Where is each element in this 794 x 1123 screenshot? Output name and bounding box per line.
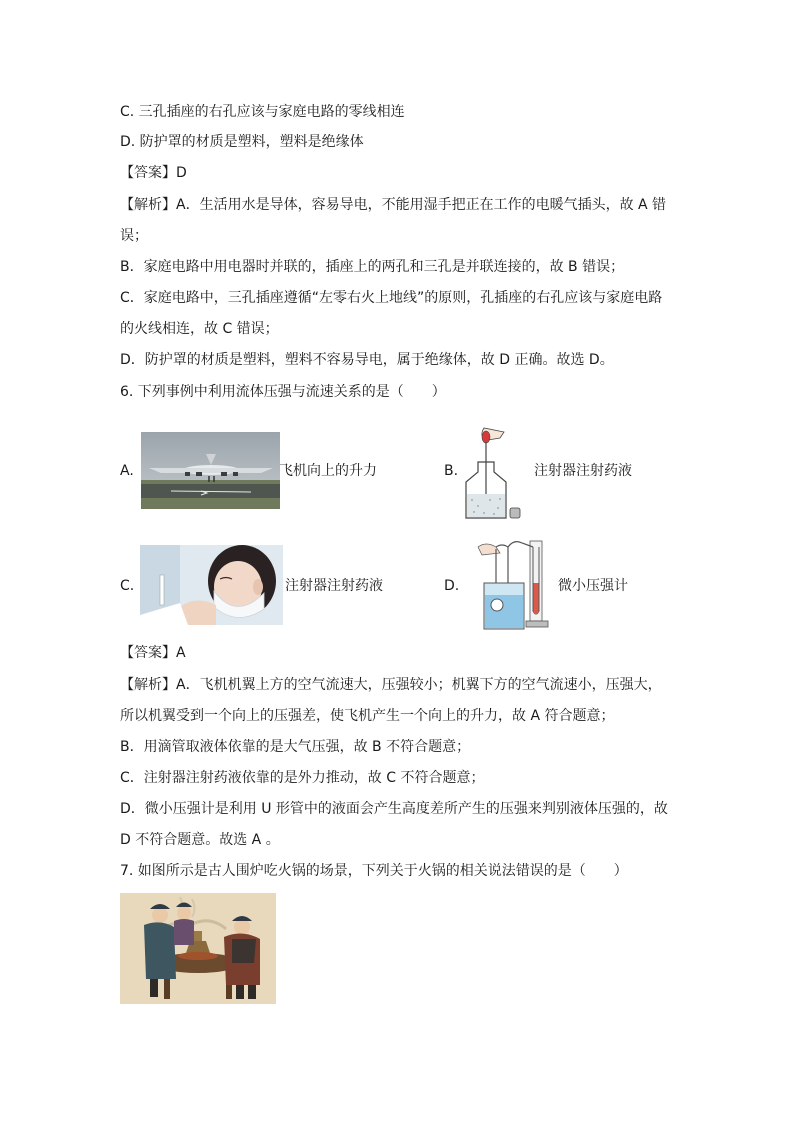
option-c-text: C. 三孔插座的右孔应该与家庭电路的零线相连: [120, 104, 405, 120]
analysis-line: 所以机翼受到一个向上的压强差，使飞机产生一个向上的升力，故 A 符合题意；: [120, 708, 615, 724]
injection-photo-image: [140, 545, 283, 625]
option-b-letter: B.: [444, 463, 459, 479]
option-c-text: 注射器注射药液: [285, 578, 383, 594]
airplane-takeoff-image: [141, 432, 280, 509]
pressure-gauge-image: [470, 537, 557, 633]
analysis-line: B．用滴管取液体依靠的是大气压强，故 B 不符合题意；: [120, 739, 471, 755]
option-b-text: 注射器注射药液: [534, 463, 632, 479]
dropper-bottle-image: [460, 420, 530, 524]
question-6-stem: 6. 下列事例中利用流体压强与流速关系的是（ ）: [120, 384, 446, 400]
answer-label: 【答案】D: [120, 165, 187, 181]
option-a-letter: A.: [120, 463, 134, 479]
analysis-line: B．家庭电路中用电器时并联的，插座上的两孔和三孔是并联连接的，故 B 错误；: [120, 259, 625, 275]
analysis-line: D．防护罩的材质是塑料，塑料不容易导电，属于绝缘体，故 D 正确。故选 D。: [120, 352, 614, 368]
analysis-line: D．微小压强计是利用 U 形管中的液面会产生高度差所产生的压强来判别液体压强的，故: [120, 801, 668, 817]
analysis-line: C．家庭电路中，三孔插座遵循“左零右火上地线”的原则，孔插座的右孔应该与家庭电路: [120, 290, 663, 306]
option-d-letter: D.: [444, 578, 460, 594]
option-d-text: 微小压强计: [558, 578, 628, 594]
analysis-line: C．注射器注射药液依靠的是外力推动，故 C 不符合题意；: [120, 770, 485, 786]
hotpot-painting-image: [120, 893, 276, 1004]
option-c-letter: C.: [120, 578, 135, 594]
analysis-line: 误；: [120, 228, 148, 244]
option-d-text: D. 防护罩的材质是塑料，塑料是绝缘体: [120, 134, 364, 150]
answer-label: 【答案】A: [120, 645, 186, 661]
question-7-stem: 7. 如图所示是古人围炉吃火锅的场景，下列关于火锅的相关说法错误的是（ ）: [120, 863, 628, 879]
option-a-text: 飞机向上的升力: [279, 463, 377, 479]
analysis-line: 的火线相连，故 C 错误；: [120, 321, 279, 337]
analysis-line: 【解析】A．飞机机翼上方的空气流速大，压强较小；机翼下方的空气流速小，压强大，: [120, 677, 662, 693]
analysis-line: 【解析】A．生活用水是导体，容易导电，不能用湿手把正在工作的电暖气插头，故 A 错: [120, 197, 667, 213]
analysis-line: D 不符合题意。故选 A 。: [120, 832, 280, 848]
